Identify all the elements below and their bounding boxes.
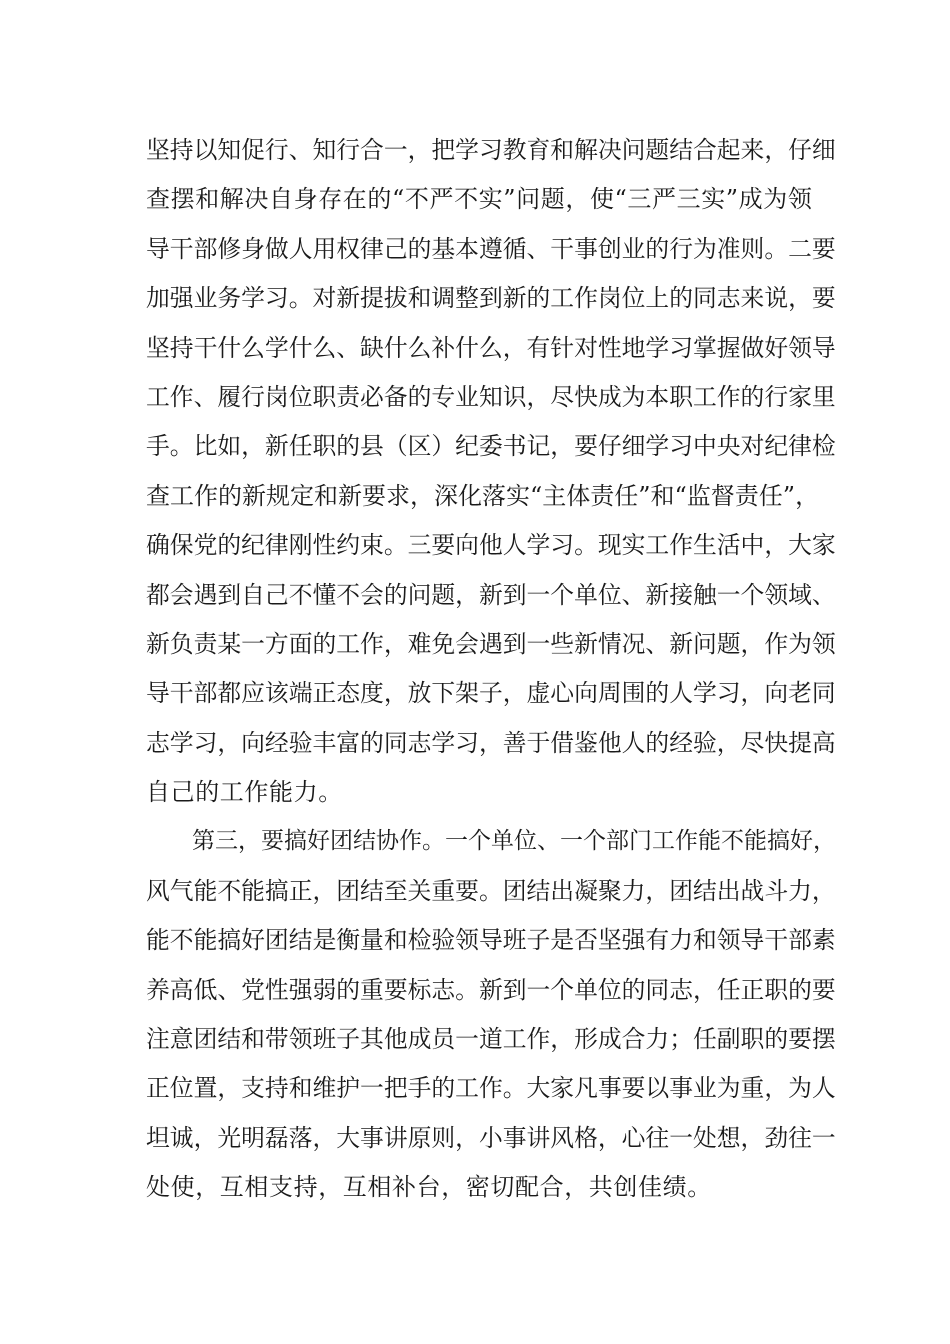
text-line: 处使，互相支持，互相补台，密切配合，共创佳绩。 xyxy=(146,1173,712,1202)
text-line: 查工作的新规定和新要求，深化落实“主体责任”和“监督责任”， xyxy=(146,481,820,510)
text-line: 查摆和解决自身存在的“不严不实”问题，使“三严三实”成为领 xyxy=(146,185,813,214)
text-line: 养高低、党性强弱的重要标志。新到一个单位的同志，任正职的要 xyxy=(146,975,836,1004)
text-line: 确保党的纪律刚性约束。三要向他人学习。现实工作生活中，大家 xyxy=(146,531,836,560)
text-line: 都会遇到自己不懂不会的问题，新到一个单位、新接触一个领域、 xyxy=(146,580,836,609)
text-line: 正位置，支持和维护一把手的工作。大家凡事要以事业为重，为人 xyxy=(146,1074,836,1103)
text-line: 加强业务学习。对新提拔和调整到新的工作岗位上的同志来说，要 xyxy=(146,284,836,313)
text-line: 风气能不能搞正，团结至关重要。团结出凝聚力，团结出战斗力， xyxy=(146,876,836,905)
text-line: 导干部都应该端正态度，放下架子，虚心向周围的人学习，向老同 xyxy=(146,679,836,708)
text-line: 能不能搞好团结是衡量和检验领导班子是否坚强有力和领导干部素 xyxy=(146,926,836,955)
text-line: 注意团结和带领班子其他成员一道工作，形成合力；任副职的要摆 xyxy=(146,1025,836,1054)
text-line: 志学习，向经验丰富的同志学习，善于借鉴他人的经验，尽快提高 xyxy=(146,728,836,757)
body-text xyxy=(146,126,836,1213)
text-line: 导干部修身做人用权律己的基本遵循、干事创业的行为准则。二要 xyxy=(146,234,836,263)
paragraph-first-line: 第三，要搞好团结协作。一个单位、一个部门工作能不能搞好， xyxy=(192,828,836,855)
text-line: 坦诚，光明磊落，大事讲原则，小事讲风格，心往一处想，劲往一 xyxy=(146,1123,836,1152)
text-line: 新负责某一方面的工作，难免会遇到一些新情况、新问题，作为领 xyxy=(146,629,836,658)
text-line: 工作、履行岗位职责必备的专业知识，尽快成为本职工作的行家里 xyxy=(146,382,836,411)
text-line: 手。比如，新任职的县（区）纪委书记，要仔细学习中央对纪律检 xyxy=(146,432,836,461)
text-line: 坚持干什么学什么、缺什么补什么，有针对性地学习掌握做好领导 xyxy=(146,333,836,362)
text-line: 坚持以知促行、知行合一，把学习教育和解决问题结合起来，仔细 xyxy=(146,136,836,164)
text-line: 自己的工作能力。 xyxy=(146,778,343,807)
